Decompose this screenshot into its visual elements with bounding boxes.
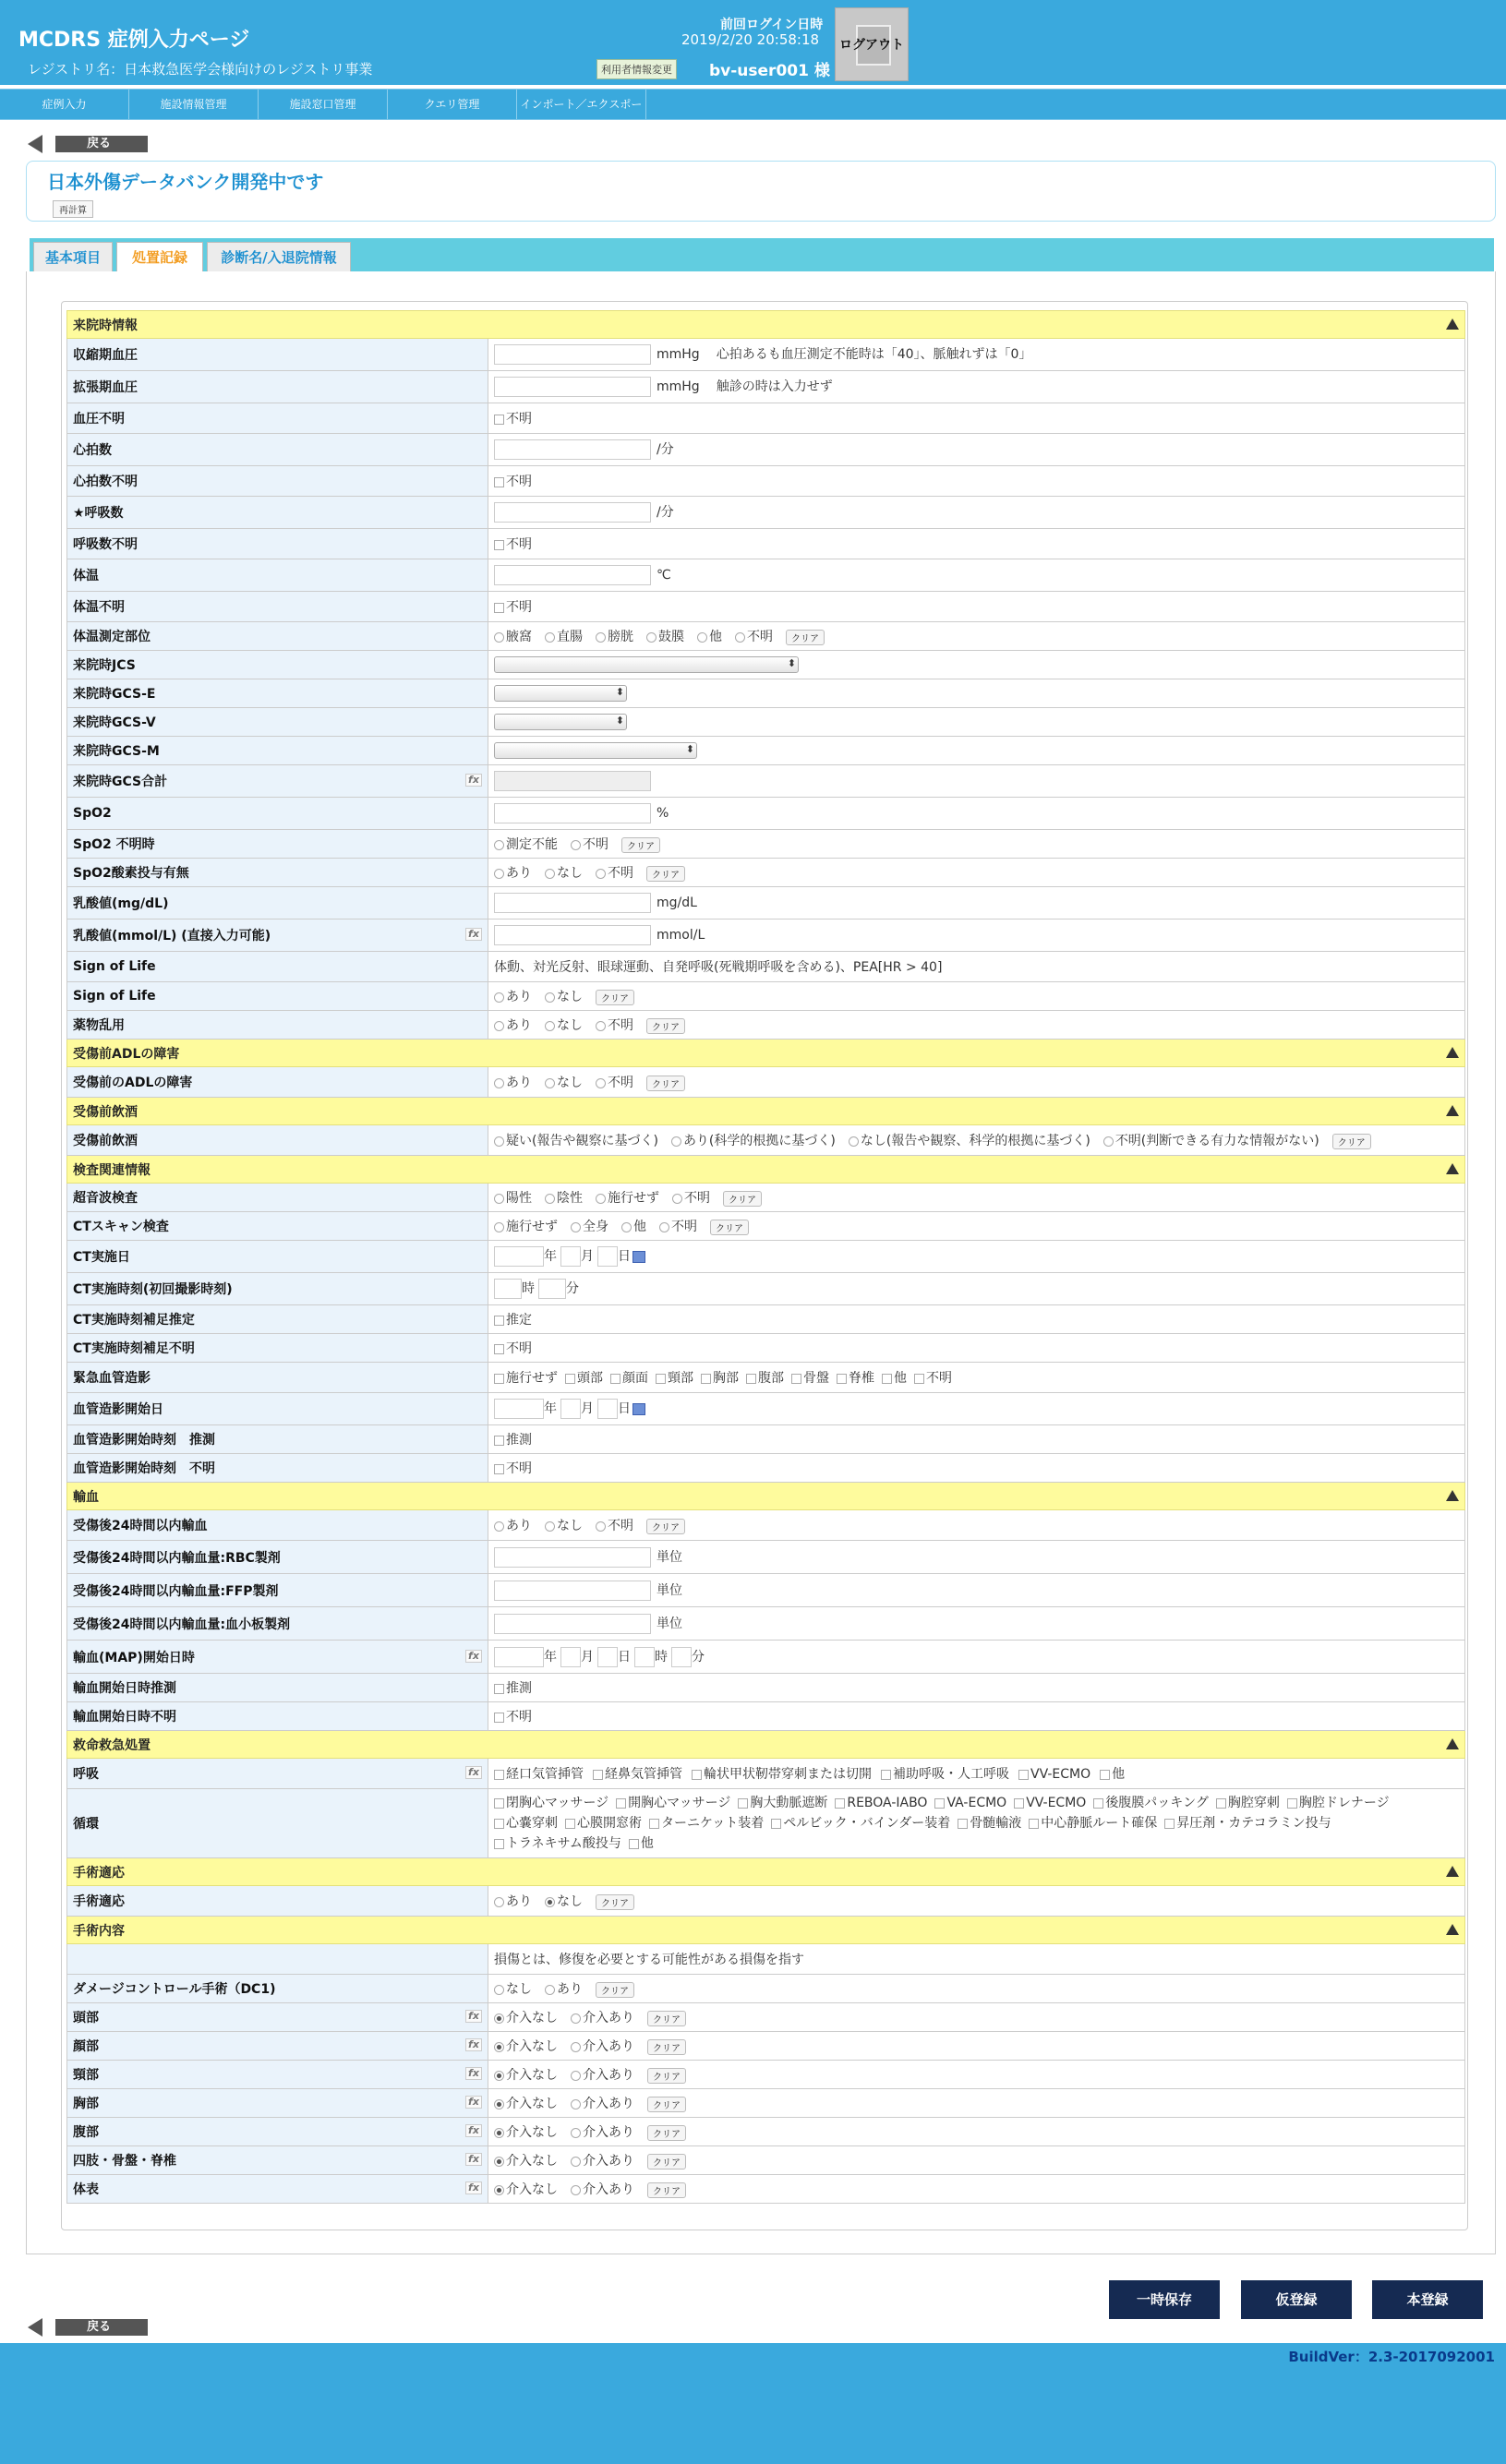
last-login-value: 2019/2/20 20:58:18 xyxy=(681,31,820,48)
table-row: Sign of Life 体動、対光反射、眼球運動、自発呼吸(死戦期呼吸を含める)、PEA[HR > 40] xyxy=(67,952,1465,982)
clear-button[interactable]: クリア xyxy=(710,1220,749,1235)
clear-button[interactable]: クリア xyxy=(786,630,825,645)
last-login-label: 前回ログイン日時 xyxy=(720,18,824,32)
formula-icon: fx xyxy=(465,928,482,941)
table-row: 受傷前のADLの障害 あり なし 不明 クリア xyxy=(67,1067,1465,1098)
table-row: ダメージコントロール手術（DC1) なし あり クリア xyxy=(67,1975,1465,2003)
gcs-total-input xyxy=(494,771,651,791)
temp-input[interactable] xyxy=(494,565,651,585)
nav-facility[interactable]: 施設情報管理 xyxy=(129,90,259,119)
table-row: 顔部 fx 介入なし 介入あり クリア xyxy=(67,2032,1465,2061)
logout-button[interactable]: ログアウト xyxy=(835,7,909,81)
app-title: MCDRS 症例入力ページ xyxy=(18,29,250,52)
temp-unknown-checkbox[interactable]: 不明 xyxy=(494,597,532,616)
back-arrow-icon xyxy=(28,2318,42,2337)
table-row: 損傷とは、修復を必要とする可能性がある損傷を指す xyxy=(67,1944,1465,1975)
formula-icon: fx xyxy=(465,1650,482,1663)
rr-unknown-checkbox[interactable]: 不明 xyxy=(494,535,532,553)
calendar-icon[interactable] xyxy=(633,1251,645,1263)
table-row: 薬物乱用 あり なし 不明 クリア xyxy=(67,1011,1465,1040)
nav-case-input[interactable]: 症例入力 xyxy=(0,90,129,119)
table-row: 収縮期血圧 mmHg 心拍あるも血圧測定不能時は「40」、脈触れずは「0」 xyxy=(67,339,1465,371)
formula-icon: fx xyxy=(465,2096,482,2109)
formula-icon: fx xyxy=(465,2182,482,2194)
tab-treatment[interactable]: 処置記録 xyxy=(116,242,203,271)
collapse-icon[interactable] xyxy=(1446,319,1459,330)
tab-diagnosis[interactable]: 診断名/入退院情報 xyxy=(207,242,351,271)
table-row: 来院時GCS合計 fx xyxy=(67,765,1465,798)
collapse-icon[interactable] xyxy=(1446,1866,1459,1877)
table-row: 腹部 fx 介入なし 介入あり クリア xyxy=(67,2118,1465,2146)
table-row: 血管造影開始時刻 不明 不明 xyxy=(67,1454,1465,1483)
clear-button[interactable]: クリア xyxy=(1332,1134,1371,1149)
hr-unknown-checkbox[interactable]: 不明 xyxy=(494,472,532,490)
clear-button[interactable]: クリア xyxy=(596,1894,634,1910)
gcs-m-select[interactable] xyxy=(494,742,697,759)
bp-unknown-checkbox[interactable]: 不明 xyxy=(494,409,532,427)
table-row: CT実施日 年 月 日 xyxy=(67,1241,1465,1273)
jcs-select[interactable] xyxy=(494,656,799,673)
table-row: CT実施時刻補足不明 不明 xyxy=(67,1334,1465,1363)
table-row: 体温測定部位 腋窩 直腸 膀胱 鼓膜 他 不明 クリア xyxy=(67,622,1465,651)
table-row: 来院時GCS-M ⬍ xyxy=(67,737,1465,765)
clear-button[interactable]: クリア xyxy=(647,2125,686,2141)
table-row: 頭部 fx 介入なし 介入あり クリア xyxy=(67,2003,1465,2032)
table-row: 受傷後24時間以内輸血 あり なし 不明 クリア xyxy=(67,1510,1465,1541)
table-row: Sign of Life あり なし クリア xyxy=(67,982,1465,1011)
collapse-icon[interactable] xyxy=(1446,1163,1459,1174)
pre-register-button[interactable]: 仮登録 xyxy=(1241,2280,1352,2319)
table-row: 輸血開始日時推測 推測 xyxy=(67,1674,1465,1702)
section-exam: 検査関連情報 xyxy=(67,1156,1465,1184)
nav-facility-contact[interactable]: 施設窓口管理 xyxy=(259,90,388,119)
collapse-icon[interactable] xyxy=(1446,1738,1459,1749)
gcs-v-select[interactable] xyxy=(494,714,627,730)
register-button[interactable]: 本登録 xyxy=(1372,2280,1483,2319)
section-alcohol: 受傷前飲酒 xyxy=(67,1098,1465,1125)
collapse-icon[interactable] xyxy=(1446,1105,1459,1116)
clear-button[interactable]: クリア xyxy=(646,1018,685,1034)
table-row: 循環 閉胸心マッサージ 開胸心マッサージ 胸大動脈遮断 REBOA-IABO VA-ECMO VV-ECMO 後腹膜パッキング 胸腔穿刺 胸腔ドレナージ心嚢穿刺 心膜開窓術 ターニケット装着 ペルビック・バインダー装着 骨髄輸液 中心静脈ルート確保 昇圧剤・カテコラミン投与トラネキサム酸投与 他 xyxy=(67,1789,1465,1858)
clear-button[interactable]: クリア xyxy=(723,1191,762,1207)
table-row: CT実施時刻(初回撮影時刻) 時 分 xyxy=(67,1273,1465,1305)
sbp-input[interactable] xyxy=(494,344,651,365)
registry-name: レジストリ名：日本救急医学会様向けのレジストリ事業 xyxy=(28,61,373,78)
table-row: 拡張期血圧 mmHg 触診の時は入力せず xyxy=(67,371,1465,403)
footer xyxy=(0,2343,1506,2464)
tab-bar xyxy=(30,238,1494,271)
build-version: BuildVer：2.3-2017092001 xyxy=(1288,2349,1495,2365)
table-row: 心拍数 /分 xyxy=(67,434,1465,466)
section-transfusion: 輸血 xyxy=(67,1483,1465,1510)
table-row: SpO2 % xyxy=(67,798,1465,830)
back-button-bottom[interactable]: 戻る xyxy=(28,2318,120,2337)
clear-button[interactable]: クリア xyxy=(647,2068,686,2084)
formula-icon: fx xyxy=(465,2153,482,2166)
clear-button[interactable]: クリア xyxy=(621,837,660,853)
notice-title: 日本外傷データバンク開発中です xyxy=(47,171,324,193)
section-surgery-indication: 手術適応 xyxy=(67,1858,1465,1886)
dbp-input[interactable] xyxy=(494,377,651,397)
formula-icon: fx xyxy=(465,2124,482,2137)
back-arrow-icon xyxy=(28,135,42,153)
gcs-e-select[interactable] xyxy=(494,685,627,702)
table-row: 体温 ℃ xyxy=(67,559,1465,592)
table-row: SpO2酸素投与有無 あり なし 不明 クリア xyxy=(67,859,1465,887)
table-row: CT実施時刻補足推定 推定 xyxy=(67,1305,1465,1334)
table-row: 乳酸値(mg/dL) mg/dL xyxy=(67,887,1465,919)
table-row: SpO2 不明時 測定不能 不明 クリア xyxy=(67,830,1465,859)
table-row: 輸血開始日時不明 不明 xyxy=(67,1702,1465,1731)
formula-icon: fx xyxy=(465,2010,482,2023)
clear-button[interactable]: クリア xyxy=(646,866,685,882)
nav-import-export[interactable]: インポート／エクスポート xyxy=(517,90,646,119)
collapse-icon[interactable] xyxy=(1446,1924,1459,1935)
header-bar xyxy=(0,0,1506,85)
clear-button[interactable]: クリア xyxy=(646,1519,685,1534)
table-row: 体表 fx 介入なし 介入あり クリア xyxy=(67,2175,1465,2204)
table-row: 手術適応 あり なし クリア xyxy=(67,1886,1465,1917)
clear-button[interactable]: クリア xyxy=(647,2097,686,2112)
table-row: 呼吸数不明 不明 xyxy=(67,529,1465,559)
clear-button[interactable]: クリア xyxy=(647,2182,686,2198)
table-row: 受傷後24時間以内輸血量:RBC製剤 単位 xyxy=(67,1541,1465,1574)
table-row: 四肢・骨盤・脊椎 fx 介入なし 介入あり クリア xyxy=(67,2146,1465,2175)
temp-save-button[interactable]: 一時保存 xyxy=(1109,2280,1220,2319)
table-row: 超音波検査 陽性 陰性 施行せず 不明 クリア xyxy=(67,1184,1465,1212)
recalc-button[interactable]: 再計算 xyxy=(53,200,93,218)
clear-button[interactable]: クリア xyxy=(647,2011,686,2026)
rr-input[interactable] xyxy=(494,502,651,523)
lactate-mmol-input[interactable] xyxy=(494,925,651,945)
collapse-icon[interactable] xyxy=(1446,1490,1459,1501)
user-name: bv-user001 様 xyxy=(709,62,830,80)
table-row: 体温不明 不明 xyxy=(67,592,1465,622)
table-row: 呼吸 fx 経口気管挿管 経鼻気管挿管 輪状甲状靭帯穿刺または切開 補助呼吸・人工呼吸 VV-ECMO 他 xyxy=(67,1759,1465,1789)
table-row: 受傷前飲酒 疑い(報告や観察に基づく) あり(科学的根拠に基づく) なし(報告や観察、科学的根拠に基づく) 不明(判断できる有力な情報がない) クリア xyxy=(67,1125,1465,1156)
edit-user-button[interactable]: 利用者情報変更 xyxy=(596,59,677,79)
table-row: 血圧不明 不明 xyxy=(67,403,1465,434)
section-adl: 受傷前ADLの障害 xyxy=(67,1040,1465,1067)
clear-button[interactable]: クリア xyxy=(596,990,634,1005)
section-surgery-content: 手術内容 xyxy=(67,1917,1465,1944)
table-row: 受傷後24時間以内輸血量:FFP製剤 単位 xyxy=(67,1574,1465,1607)
formula-icon: fx xyxy=(465,2038,482,2051)
table-row: ★呼吸数 /分 xyxy=(67,497,1465,529)
calendar-icon[interactable] xyxy=(633,1403,645,1415)
table-row: 心拍数不明 不明 xyxy=(67,466,1465,497)
nav-query[interactable]: クエリ管理 xyxy=(388,90,517,119)
section-emergency: 救命救急処置 xyxy=(67,1731,1465,1759)
clear-button[interactable]: クリア xyxy=(647,2039,686,2055)
table-row: 胸部 fx 介入なし 介入あり クリア xyxy=(67,2089,1465,2118)
clear-button[interactable]: クリア xyxy=(596,1982,634,1998)
tab-basic[interactable]: 基本項目 xyxy=(33,242,113,271)
table-row: 頸部 fx 介入なし 介入あり クリア xyxy=(67,2061,1465,2089)
table-row: 血管造影開始時刻 推測 推測 xyxy=(67,1425,1465,1454)
table-row: 来院時GCS-V ⬍ xyxy=(67,708,1465,737)
section-arrival: 来院時情報 xyxy=(67,311,1465,339)
table-row: CTスキャン検査 施行せず 全身 他 不明 クリア xyxy=(67,1212,1465,1241)
hr-input[interactable] xyxy=(494,439,651,460)
formula-icon: fx xyxy=(465,1766,482,1779)
table-row: 緊急血管造影 施行せず 頭部 顔面 頸部 胸部 腹部 骨盤 脊椎 他 不明 xyxy=(67,1363,1465,1393)
table-row: 来院時GCS-E ⬍ xyxy=(67,679,1465,708)
formula-icon: fx xyxy=(465,2067,482,2080)
table-row: 受傷後24時間以内輸血量:血小板製剤 単位 xyxy=(67,1607,1465,1641)
notice-box xyxy=(26,161,1496,222)
clear-button[interactable]: クリア xyxy=(647,2154,686,2170)
collapse-icon[interactable] xyxy=(1446,1047,1459,1058)
lactate-mgdl-input[interactable] xyxy=(494,893,651,913)
table-row: 乳酸値(mmol/L) (直接入力可能) fx mmol/L xyxy=(67,919,1465,952)
back-button-top[interactable]: 戻る xyxy=(28,135,120,153)
table-row: 来院時JCS ⬍ xyxy=(67,651,1465,679)
treatment-form xyxy=(66,310,1465,2204)
table-row: 輸血(MAP)開始日時 fx 年 月 日 時 分 xyxy=(67,1641,1465,1674)
formula-icon: fx xyxy=(465,774,482,787)
table-row: 血管造影開始日 年 月 日 xyxy=(67,1393,1465,1425)
clear-button[interactable]: クリア xyxy=(646,1076,685,1091)
main-nav xyxy=(0,89,1506,140)
spo2-input[interactable] xyxy=(494,803,651,823)
